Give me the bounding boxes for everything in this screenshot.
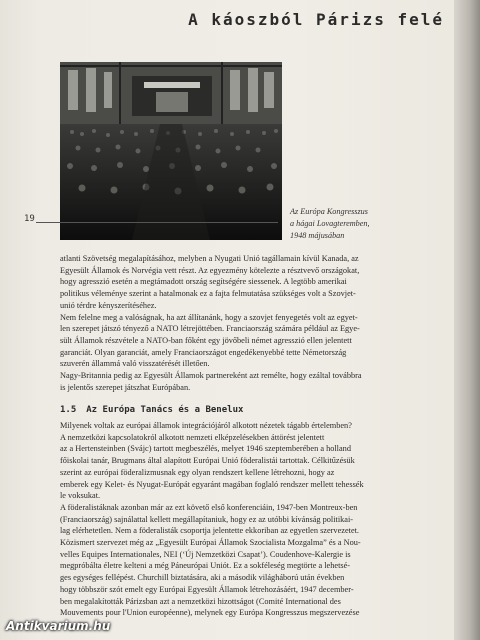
text-line: szerint az európai föderalizmusnak egy olyan rendszert kellene létrehozni, hogy az: [60, 467, 335, 477]
text-line: Milyenek voltak az európai államok integrációjáról alkotott nézetek tágabb értelemben?: [60, 421, 352, 430]
text-line: (Franciaország) sajnálattal kellett megállapítaniuk, hogy ez az utóbbi kívánság politikai-: [60, 514, 354, 524]
text-line: len szerepet játszó tényező a NATO létrejöttében. Franciaország számára például az Egye-: [60, 324, 360, 334]
text-line: atlanti Szövetség megalapításához, melyben a Nyugati Unió tagállamain kívül Kanada, az: [60, 254, 359, 263]
section-title: Az Európa Tanács és a Benelux: [86, 405, 244, 415]
text-line: sült Államok részvétele a NATO-ban főként egy jövőbeli német agresszió ellen jelentett: [60, 335, 352, 345]
text-line: is jelentős szerepet játszhat Európában.: [60, 382, 191, 392]
text-line: hogy agresszió esetén a megtámadott ország segítségére siessenek. A legtöbb amerikai: [60, 277, 347, 287]
text-line: szuverén állammá való visszatérését illetően.: [60, 359, 210, 369]
watermark-text: Antikvarium.hu: [6, 619, 111, 633]
text-line: főiskolai tanár, Brugmans által alapított Európai Unió föderalistái tartottak. Célkitűzésük: [60, 456, 355, 466]
text-line: ges egységes fellépést. Churchill biztatására, aki a második világháború után években: [60, 573, 345, 583]
caption-line: Az Európa Kongresszus: [290, 207, 368, 216]
section-heading: [60, 405, 253, 415]
running-header-title: A káoszból Párizs felé: [188, 10, 444, 29]
caption-line: 1948 májusában: [290, 231, 345, 240]
text-line: le voksukat.: [60, 491, 101, 501]
text-line: Nem felelne meg a valóságnak, ha azt állítanánk, hogy a szovjet fenyegetés volt az egyet-: [60, 312, 358, 322]
text-line: emberek egy Kelet- és Nyugat-Európát egyaránt magában foglaló rendszer mellett tehessék: [60, 479, 364, 489]
paragraph-block-2: [60, 420, 444, 619]
section-number: 1.5: [60, 405, 77, 415]
paragraph-block-1: [60, 253, 444, 393]
congress-hall-image: [60, 62, 282, 240]
text-line: A nemzetközi kapcsolatokról alkotott nemzeti elképzelésekben áttörést jelentett: [60, 432, 325, 442]
text-line: Egyesült Államok és Norvégia vett részt. Az egyezmény kötelezte a résztvevő országokat,: [60, 265, 360, 275]
page-number: 19: [24, 214, 35, 224]
text-line: hogy többször szót emelt egy Európai Egyesült Államok létrehozásáért, 1947 december-: [60, 584, 354, 594]
text-line: A föderalistáknak azonban már az ezt követő első konferenciáin, 1947-ben Montreux-ben: [60, 502, 358, 512]
text-line: politikus véleménye szerint a hatalmonak ez a fajta felmutatása szükséges volt a Szovjet-: [60, 289, 356, 299]
page-edge-shadow: [454, 0, 480, 640]
text-line: lag elérhetetlen. Nem a föderalisták csoportja jelentette ekkoriban az egyetlen szervezetet.: [60, 526, 359, 536]
text-line: megpróbálta életre kelteni a még Páneurópai Uniót. Ez a sokféleség megtörte a lehetsé-: [60, 561, 351, 571]
text-line: Nagy-Britannia pedig az Egyesült Államok partnereként azt remélte, hogy ezáltal továbbra: [60, 371, 362, 381]
text-line: ben megalakították Párizsban azt a nemzetközi hizottságot (Comité International des: [60, 596, 341, 606]
text-line: unió térdre kényszerítéséhez.: [60, 300, 157, 310]
page-number-rule: [36, 222, 278, 223]
caption-line: a hágai Lovagteremben,: [290, 219, 370, 228]
text-line: Közismert szervezet még az „Egyesült Európai Államok Szocialista Mozgalma” és a Nou-: [60, 538, 361, 548]
text-line: garanciát. Olyan garanciát, amely Franciaországot engedékenyebbé tette Németország: [60, 347, 347, 357]
text-line: Mouvements pour l'Union européenne), melynek egy Európa Kongresszus megszervezése: [60, 608, 360, 618]
congress-photo: [60, 62, 282, 240]
photo-caption: [290, 206, 440, 242]
text-line: velles Equipes Internationales, NEI (‘Új Nemzetközi Csapat’). Coudenhove-Kalergie is: [60, 549, 351, 559]
text-line: az a Hertensteinben (Svájc) tartott megbeszélés, melyet 1946 szeptemberében a holland: [60, 444, 351, 454]
